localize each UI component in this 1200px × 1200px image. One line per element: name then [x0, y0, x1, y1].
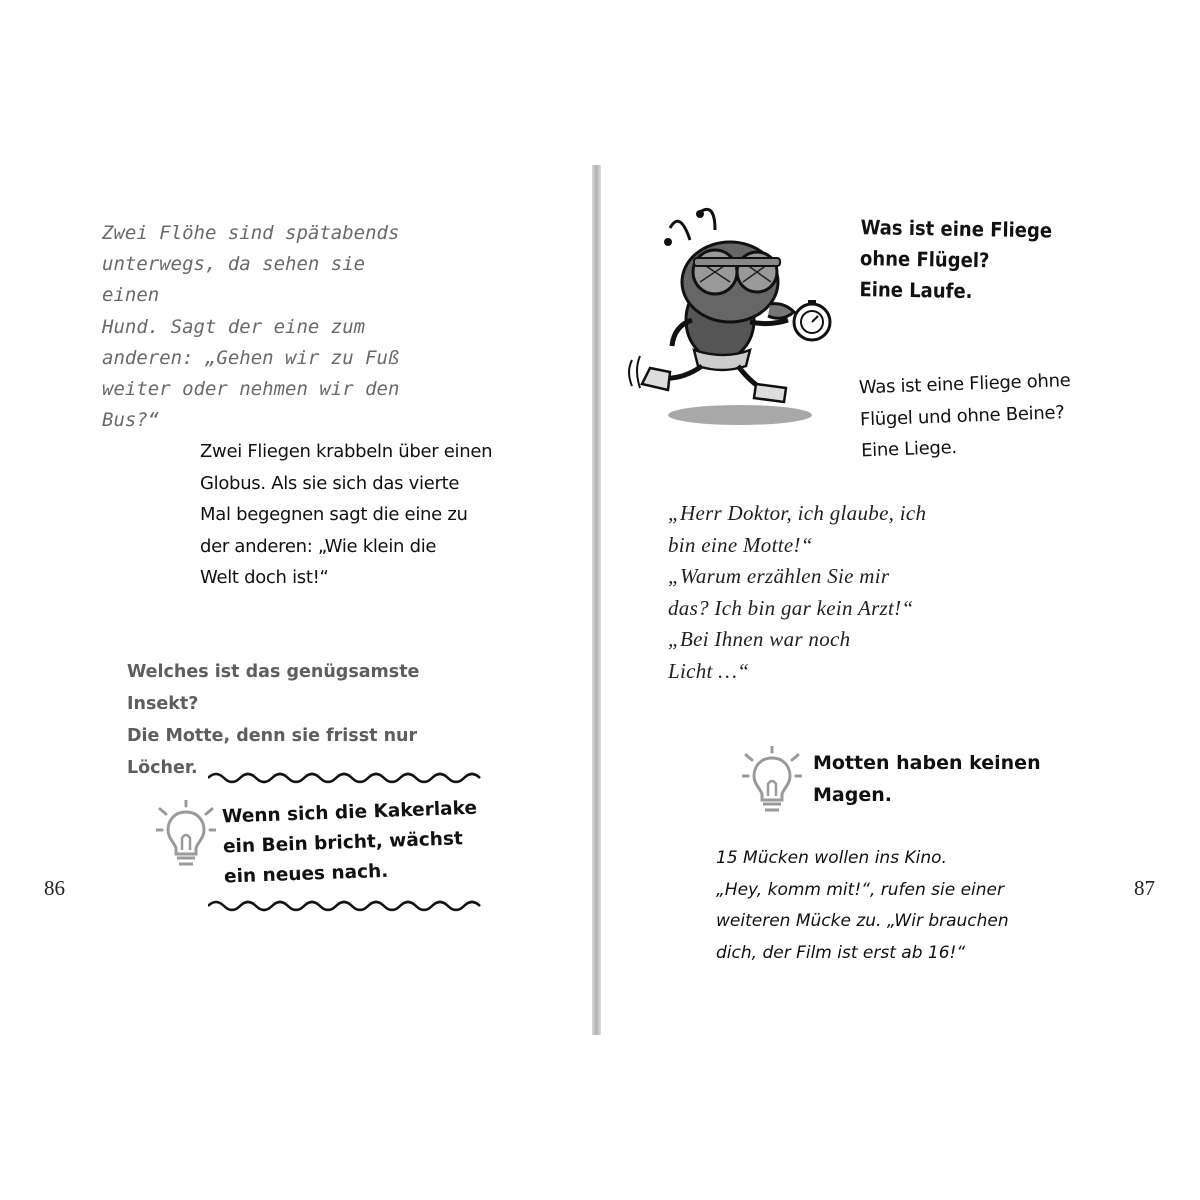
fact-box-moths — [740, 740, 1060, 820]
fact-text-cockroach: Wenn sich die Kakerlake ein Bein bricht, wächst ein neues nach. — [221, 797, 478, 888]
lightbulb-icon — [156, 800, 216, 872]
joke-flea: Zwei Flöhe sind spätabends unterwegs, da sehen sie einen Hund. Sagt der eine zum anderen: „Gehen wir zu Fuß weiter oder nehmen wir den Bus?“ — [102, 222, 400, 432]
running-fly-illustration — [620, 200, 840, 435]
joke-fly-legs: Was ist eine Fliege ohne Flügel und ohne Beine? Eine Liege. — [858, 370, 1071, 462]
lightbulb-icon — [742, 746, 802, 818]
wavy-divider-top — [208, 770, 483, 786]
joke-doctor: „Herr Doktor, ich glaube, ich bin eine Motte!“ „Warum erzählen Sie mir das? Ich bin gar kein Arzt!“ „Bei Ihnen war noch Licht …“ — [668, 501, 927, 683]
joke-fly-title: Was ist eine Fliege ohne Flügel? Eine Laufe. — [859, 215, 1053, 304]
joke-muecken: 15 Mücken wollen ins Kino. „Hey, komm mit!“, rufen sie einer weiteren Mücke zu. „Wir brauchen dich, der Film ist erst ab 16!“ — [716, 848, 1009, 963]
fact-box-cockroach — [150, 770, 490, 920]
wavy-divider-bottom — [208, 898, 483, 914]
fact-text-moths: Motten haben keinen Magen. — [813, 752, 1041, 806]
book-gutter — [592, 165, 601, 1035]
page-number-left: 86 — [44, 876, 65, 900]
joke-motte: Welches ist das genügsamste Insekt? Die Motte, denn sie frisst nur Löcher. — [127, 662, 420, 778]
joke-globe: Zwei Fliegen krabbeln über einen Globus. Als sie sich das vierte Mal begegnen sagt die eine zu der anderen: „Wie klein die Welt doch ist!“ — [200, 441, 493, 588]
page-number-right: 87 — [1134, 876, 1155, 900]
